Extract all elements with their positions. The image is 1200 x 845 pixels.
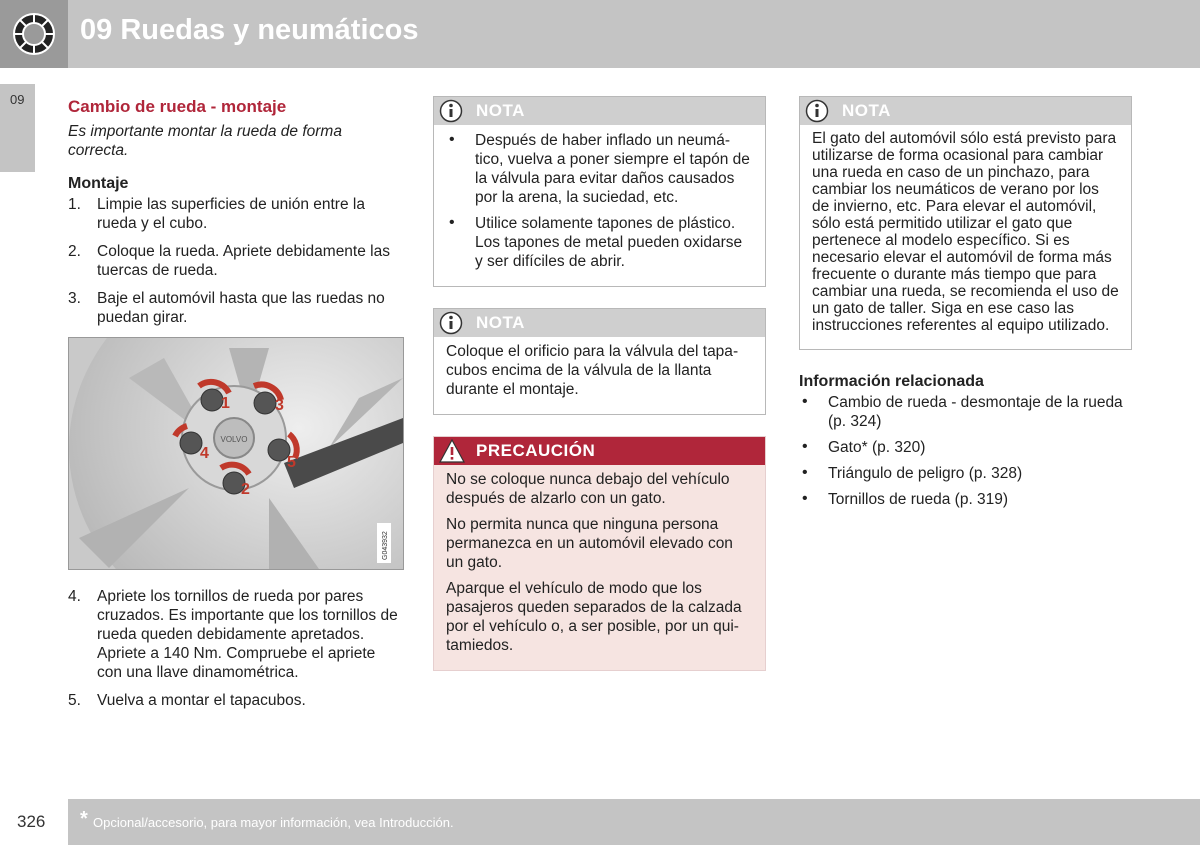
warning-text: Aparque el vehículo de modo que los pasajeros queden separados de la calzada por el vehículo o, a ser posible, por un quitamiedos.	[446, 580, 742, 654]
step-item	[68, 289, 403, 327]
step-text: Limpie las superficies de unión entre la rueda y el cubo.	[97, 196, 365, 232]
bolt-number: 5	[287, 454, 296, 471]
chapter-title: 09 Ruedas y neumáticos	[80, 14, 419, 46]
tire-icon	[12, 12, 56, 56]
info-icon	[805, 99, 829, 123]
bolt-number: 2	[241, 481, 250, 498]
related-link[interactable]: • Triángulo de peligro (p. 328)	[799, 464, 1132, 483]
page-number-box	[0, 799, 68, 845]
note-header	[434, 309, 765, 337]
footer-note: Opcional/accesorio, para mayor información, vea Introducción.	[93, 815, 454, 830]
step-item	[68, 587, 403, 682]
related-links-list	[799, 393, 1132, 509]
section-title: Cambio de rueda - montaje	[68, 97, 287, 116]
chapter-side-tab[interactable]	[0, 84, 35, 172]
figure-code: G043932	[382, 531, 389, 560]
middle-column	[433, 96, 766, 692]
wheel-bolt-tightening-figure	[68, 337, 404, 570]
volvo-logo: VOLVO	[220, 435, 248, 444]
page-footer	[0, 799, 1200, 845]
section-intro: Es importante montar la rueda de forma correcta.	[68, 123, 342, 159]
step-text: Coloque la rueda. Apriete debidamente las tuercas de rueda.	[97, 243, 390, 279]
bolt-number: 1	[221, 395, 230, 412]
step-text: Apriete los tornillos de rueda por pares cruzados. Es importante que los tornillos de rueda queden debidamente apretados. Apriete a 140 Nm. Compruebe el apriete con una llave dinamométrica.	[97, 588, 398, 681]
info-icon	[439, 311, 463, 335]
warning-text: No permita nunca que ninguna persona permanezca en un automóvil elevado con un gato.	[446, 516, 733, 571]
step-item	[68, 691, 403, 710]
note-box	[433, 308, 766, 415]
note-box	[433, 96, 766, 287]
step-number: 3.	[68, 290, 81, 307]
left-column	[68, 92, 403, 719]
note-header	[800, 97, 1131, 125]
related-info-title: Información relacionada	[799, 373, 984, 390]
step-number: 5.	[68, 692, 81, 709]
page-header	[0, 0, 1200, 68]
step-number: 2.	[68, 243, 81, 260]
note-text: El gato del automóvil sólo está previsto para utilizarse de forma ocasional para cambiar una rueda en caso de un pinchazo, para cambiar los neumáticos de verano por los de invierno, etc. Para elevar el automóvil, sólo está permitido utilizar el gato que pertenece al modelo específico. Si es necesario elevar el automóvil de forma más frecuente o durante más tiempo que para cambiar una rueda, se recomienda el uso de un gato de taller. Siga en ese caso las instrucciones referentes al equipo utilizado.	[812, 130, 1119, 334]
list-item: • Después de haber inflado un neumático, vuelva a poner siempre el tapón de la válvula para evitar daños causados por la arena, la suciedad, etc.	[446, 131, 753, 207]
step-item	[68, 242, 403, 280]
steps-list-a	[68, 195, 403, 327]
step-number: 1.	[68, 196, 81, 213]
list-item: • Utilice solamente tapones de plástico. Los tapones de metal pueden oxidarse y ser difíciles de abrir.	[446, 214, 753, 271]
related-link[interactable]: • Gato* (p. 320)	[799, 438, 1132, 457]
step-item	[68, 195, 403, 233]
warning-text: No se coloque nunca debajo del vehículo después de alzarlo con un gato.	[446, 471, 730, 507]
note-header	[434, 97, 765, 125]
step-number: 4.	[68, 588, 81, 605]
bolt-number: 4	[200, 445, 209, 462]
warning-header	[434, 437, 765, 465]
related-link[interactable]: • Tornillos de rueda (p. 319)	[799, 490, 1132, 509]
note-label: NOTA	[476, 313, 525, 332]
step-text: Vuelva a montar el tapacubos.	[97, 692, 306, 709]
warning-label: PRECAUCIÓN	[476, 441, 596, 460]
info-icon	[439, 99, 463, 123]
note-text: Coloque el orificio para la válvula del tapacubos encima de la válvula de la llanta durante el montaje.	[446, 343, 739, 398]
note-label: NOTA	[842, 101, 891, 120]
note-box	[799, 96, 1132, 350]
note-bullet-list	[446, 131, 753, 271]
montaje-subtitle: Montaje	[68, 175, 129, 192]
chapter-icon-box	[0, 0, 68, 68]
steps-list-b	[68, 587, 403, 710]
optional-star-marker: *	[80, 808, 88, 830]
step-text: Baje el automóvil hasta que las ruedas no puedan girar.	[97, 290, 385, 326]
bolt-number: 3	[275, 397, 284, 414]
warning-triangle-icon	[439, 439, 465, 463]
note-label: NOTA	[476, 101, 525, 120]
right-column	[799, 96, 1132, 516]
page-number: 326	[17, 812, 46, 831]
chapter-side-tab-label: 09	[10, 92, 25, 107]
warning-box	[433, 436, 766, 671]
related-link[interactable]: • Cambio de rueda - desmontaje de la rueda (p. 324)	[799, 393, 1132, 431]
